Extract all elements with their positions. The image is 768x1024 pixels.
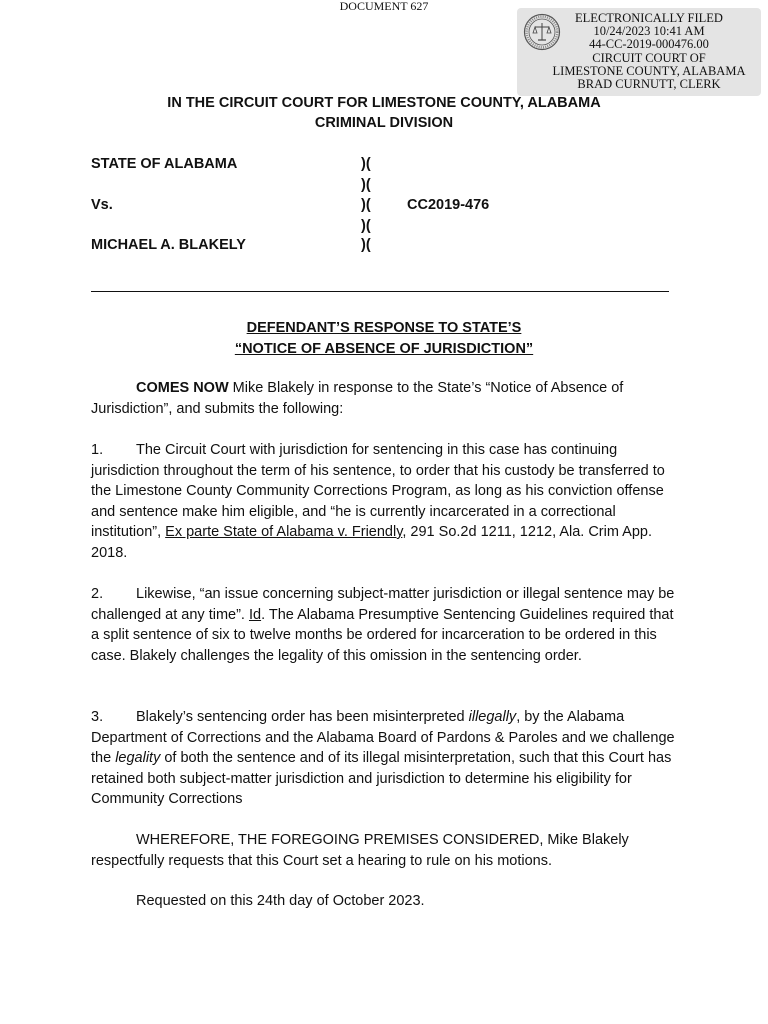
caption-separator: )( <box>361 177 371 193</box>
stamp-line: LIMESTONE COUNTY, ALABAMA <box>552 63 746 78</box>
paragraph-text: The Circuit Court with jurisdiction for sentencing in this case has continuing jurisdiction throughout the term of his sentence, to order that his custody be transferred to the Limestone County Community Corrections Program, as long as his conviction offense and sentence make him eligible, and “he is currently incarcerated in a correctional institution”, <box>91 442 665 540</box>
paragraph-text: Blakely’s sentencing order has been misinterpreted <box>136 709 469 725</box>
paragraph-text: , by the Alabama Department of Corrections and the Alabama Board of Pardons & Paroles and we challenge the <box>91 709 675 766</box>
wherefore-paragraph: WHEREFORE, THE FOREGOING PREMISES CONSIDERED, Mike Blakely respectfully requests that this Court set a hearing to rule on his motions. <box>91 832 629 869</box>
caption-defendant: MICHAEL A. BLAKELY <box>91 237 246 253</box>
stamp-line: 44-CC-2019-000476.00 <box>589 37 709 52</box>
document-title <box>0 318 768 360</box>
caption-separator: )( <box>361 218 371 234</box>
caption-separator: )( <box>361 197 371 213</box>
stamp-line: BRAD CURNUTT, CLERK <box>577 77 721 92</box>
paragraph-1 <box>91 440 681 563</box>
case-number: CC2019-476 <box>407 197 490 213</box>
intro-lead: COMES NOW <box>136 380 229 396</box>
e-filing-stamp <box>517 8 761 96</box>
paragraph-text: of both the sentence and of its illegal misinterpretation, such that this Court has retained both subject-matter jurisdiction and jurisdiction to determine his eligibility for Community Corrections <box>91 750 672 807</box>
stamp-line: ELECTRONICALLY FILED <box>575 11 723 25</box>
document-number: DOCUMENT 627 <box>339 0 429 13</box>
paragraph-number: 3. <box>91 709 104 725</box>
paragraph-number: 1. <box>91 442 104 458</box>
caption-separator: )( <box>361 237 371 253</box>
closing-line: Requested on this 24th day of October 2023. <box>136 893 425 909</box>
caption-divider <box>91 291 669 292</box>
paragraph-text: Likewise, “an issue concerning subject-matter jurisdiction or illegal sentence may be challenged at any time”. <box>91 586 675 623</box>
case-citation: , 291 So.2d 1211, 1212, Ala. Crim App. 2018. <box>91 524 652 561</box>
title-line-1: DEFENDANT’S RESPONSE TO STATE’S <box>246 320 522 336</box>
paragraph-3 <box>91 707 681 810</box>
emphasis-illegally: illegally <box>468 709 517 725</box>
paragraph-number: 2. <box>91 586 104 602</box>
paragraph-2 <box>91 584 681 666</box>
stamp-line: 10/24/2023 10:41 AM <box>593 24 705 39</box>
title-line-2: “NOTICE OF ABSENCE OF JURISDICTION” <box>234 341 534 357</box>
caption-separator: )( <box>361 156 371 172</box>
stamp-line: CIRCUIT COURT OF <box>592 50 706 65</box>
intro-text: Mike Blakely in response to the State’s “Notice of Absence of Jurisdiction”, and submits the following: <box>91 380 624 417</box>
caption-versus: Vs. <box>91 197 113 213</box>
paragraph-text: . The Alabama Presumptive Sentencing Guidelines required that a split sentence of six to twelve months be ordered for incarceration to be ordered in this case. Blakely challenges the legality of this omission in the sentencing order. <box>91 606 674 664</box>
case-citation-name: Ex parte State of Alabama v. Friendly <box>165 524 403 540</box>
emphasis-legality: legality <box>115 750 161 766</box>
court-name: IN THE CIRCUIT COURT FOR LIMESTONE COUNTY, ALABAMA <box>167 95 601 111</box>
caption-plaintiff: STATE OF ALABAMA <box>91 156 238 172</box>
intro-paragraph <box>91 378 681 419</box>
court-division: CRIMINAL DIVISION <box>314 115 454 131</box>
stamp-text <box>539 12 759 91</box>
id-reference: Id <box>248 606 262 623</box>
